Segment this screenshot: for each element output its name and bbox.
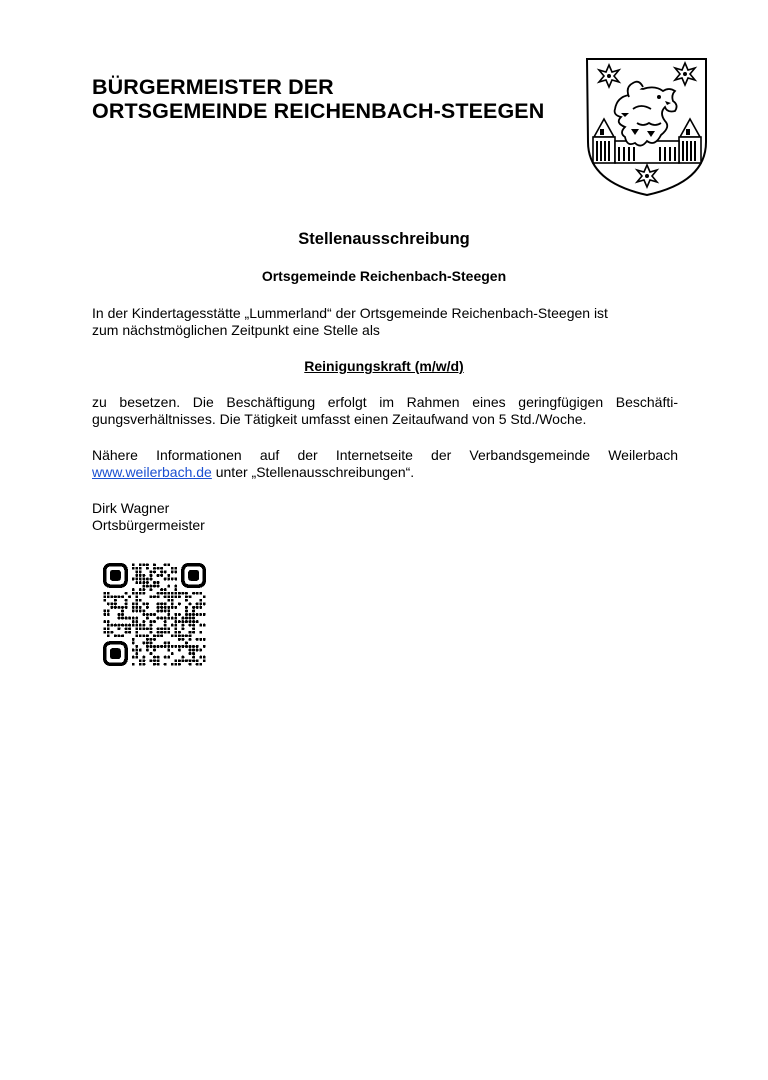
header-title [92, 75, 544, 123]
page-title: Stellenausschreibung [298, 230, 470, 248]
coat-of-arms-icon [585, 57, 709, 197]
intro-line-2: zum nächstmöglichen Zeitpunkt eine Stelle als [92, 322, 380, 338]
position-title: Reinigungskraft (m/w/d) [304, 358, 464, 374]
intro-line-1: In der Kindertagesstätte „Lummerland“ der Ortsgemeinde Reichenbach-Steegen ist [92, 305, 608, 321]
qr-code-icon[interactable] [103, 563, 206, 666]
info-line-1: Nähere Informationen auf der Internetseite der Verbandsgemeinde Weilerbach [92, 447, 678, 463]
signature-role: Ortsbürgermeister [92, 517, 205, 533]
website-link[interactable]: www.weilerbach.de [92, 464, 212, 480]
details-paragraph [92, 394, 678, 428]
signature-name: Dirk Wagner [92, 500, 170, 516]
page-subtitle: Ortsgemeinde Reichenbach-Steegen [261, 268, 507, 284]
header-line-1: BÜRGERMEISTER DER [92, 75, 334, 99]
intro-paragraph [92, 305, 678, 339]
details-line-2: gungsverhältnisses. Die Tätigkeit umfasst einen Zeitaufwand von 5 Std./Woche. [92, 411, 587, 427]
info-line-2 [92, 464, 678, 481]
details-line-1: zu besetzen. Die Beschäftigung erfolgt im Rahmen eines geringfügigen Beschäfti- [92, 394, 678, 410]
info-line-2-rest: unter „Stellenausschreibungen“. [211, 464, 415, 480]
header-line-2: ORTSGEMEINDE REICHENBACH-STEEGEN [92, 99, 545, 123]
info-paragraph [92, 447, 678, 481]
signature-block [92, 500, 205, 534]
